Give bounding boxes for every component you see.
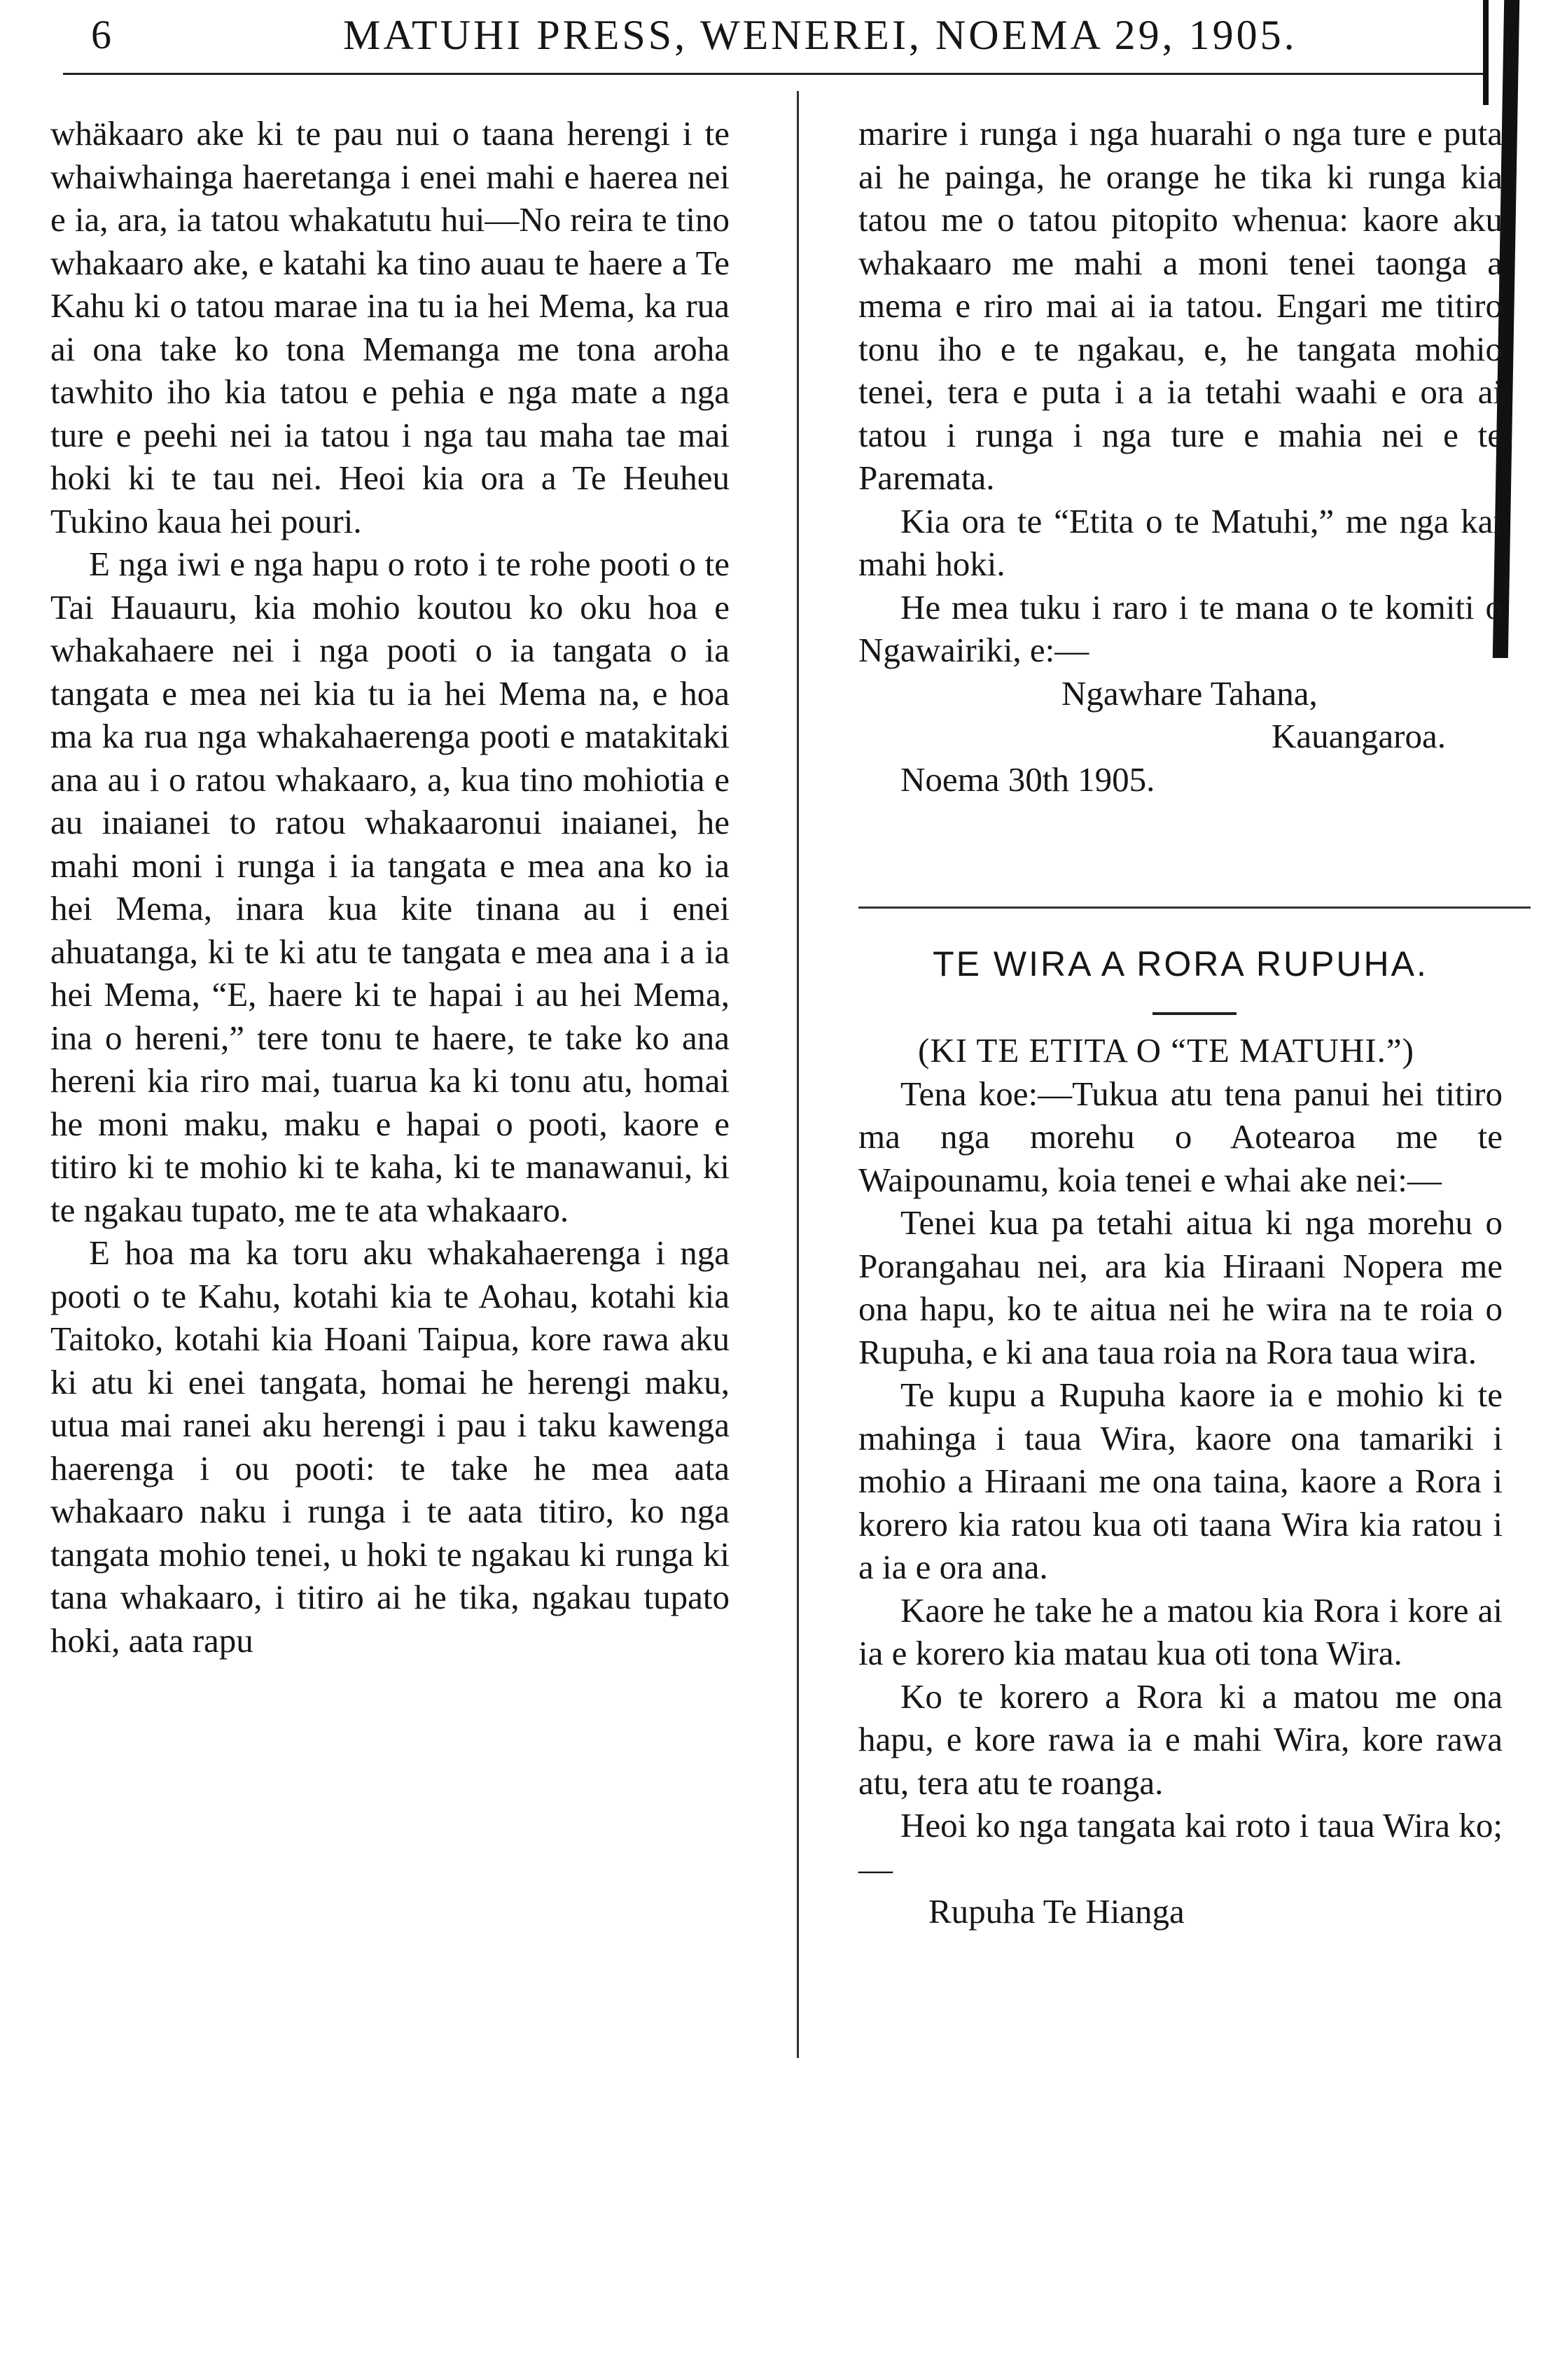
page-number: 6 [91, 12, 112, 57]
left-paragraph-1: whäkaaro ake ki te pau nui o taana herengi i te whaiwhainga haeretanga i enei mahi e haerea nei e ia, ara, ia tatou whakatutu hui—No reira te tino whakaaro ake, e katahi ka tino auau te haere a Te Kahu ki o tatou marae ina tu ia hei Mema, ka rua ai ona take ko tona Memanga me tona aroha tawhito iho kia tatou e pehia e nga mate a nga ture e peehi nei ia tatou i nga tau maha tae mai hoki ki te tau nei. Heoi kia ora a Te Heuheu Tukino kaua hei pouri. [50, 114, 730, 540]
article-subhead: (KI TE ETITA O “TE MATUHI.”) [918, 1031, 1414, 1070]
article-title: TE WIRA A RORA RUPUHA. [933, 944, 1428, 983]
article-body [858, 1029, 1503, 1933]
article-paragraph-1: Tena koe:—Tukua atu tena panui hei titiro ma nga morehu o Aotearoa me te Waipounamu, koia tenei e whai ake nei:— [858, 1074, 1503, 1199]
page-edge-shadow-top [1483, 0, 1489, 105]
header-rule [63, 73, 1484, 75]
running-head [0, 11, 1560, 67]
signature-place: Kauangaroa. [1272, 717, 1446, 755]
left-paragraph-3: E hoa ma ka toru aku whakahaerenga i nga pooti o te Kahu, kotahi kia te Aohau, kotahi kia Taitoko, kotahi kia Hoani Taipua, kore rawa aku ki atu ki enei tangata, homai he herengi maku, utua mai ranei aku herengi i pau i taku kawenga haerenga i ou pooti: te take he mea aata whakaaro naku i runga i te aata titiro, ko nga tangata mohio tenei, u hoki te ngakau ki runga ki tana whakaaro, i titiro ai he tika, ngakau tupato hoki, aata rapu [50, 1233, 730, 1660]
right-column-letter [858, 112, 1503, 801]
article-paragraph-5: Ko te korero a Rora ki a matou me ona hapu, e kore rawa ia e mahi Wira, kore rawa atu, tera atu te roanga. [858, 1676, 1503, 1802]
right-paragraph-1: marire i runga i nga huarahi o nga ture e puta ai he painga, he orange he tika ki runga kia tatou me o tatou pitopito whenua: kaore aku whakaaro me mahi a moni tenei taonga a mema e riro mai ai ia tatou. Engari me titiro tonu iho e te ngakau, e, he tangata mohio tenei, tera e puta i a ia tetahi waahi e ora ai tatou i runga i nga ture e mahia nei e te Paremata. [858, 114, 1503, 497]
right-paragraph-2: Kia ora te “Etita o te Matuhi,” me nga kai mahi hoki. [858, 501, 1503, 583]
letter-date: Noema 30th 1905. [900, 760, 1155, 799]
article-paragraph-2: Tenei kua pa tetahi aitua ki nga morehu o Porangahau nei, ara kia Hiraani Nopera me ona hapu, ko te aitua nei he wira na te roia o Rupuha, e ki ana taua roia na Rora taua wira. [858, 1203, 1503, 1371]
left-column [50, 112, 730, 1662]
article-paragraph-6: Heoi ko nga tangata kai roto i taua Wira ko;— [858, 1806, 1503, 1888]
title-underline [1152, 1012, 1237, 1015]
article-paragraph-4: Kaore he take he a matou kia Rora i kore ai ia e korero kia matau kua oti tona Wira. [858, 1590, 1503, 1672]
column-divider [797, 91, 799, 2058]
right-paragraph-3: He mea tuku i raro i te mana o te komiti o Ngawairiki, e:— [858, 587, 1503, 669]
section-divider-rule [858, 906, 1531, 909]
masthead: MATUHI PRESS, WENEREI, NOEMA 29, 1905. [343, 12, 1297, 58]
left-paragraph-2: E nga iwi e nga hapu o roto i te rohe pooti o te Tai Hauauru, kia mohio koutou ko oku hoa e whakahaere nei i nga pooti o ia tangata o ia tangata e mea nei kia tu ia hei Mema na, e hoa ma ka rua nga whakahaerenga pooti e matakitaki ana au i o ratou whakaaro, a, kua tino mohiotia e au inaianei to ratou whakaaronui inaianei, he mahi moni i runga i ia tangata e mea ana ko ia hei Mema, inara kua kite tinana au i enei ahuatanga, ki te ki atu te tangata e mea ana i a ia hei Mema, “E, haere ki te hapai i au hei Mema, ina o hereni,” tere tonu te haere, te take ko ana hereni kia riro mai, tuarua ka ki tonu atu, homai he moni maku, maku e hapai o pooti, kaore e titiro ki te mohio ki te kaha, ki te manawanui, ki te ngakau tupato, me te ata whakaaro. [50, 545, 730, 1229]
signature-name: Ngawhare Tahana, [1061, 673, 1318, 713]
article-paragraph-3: Te kupu a Rupuha kaore ia e mohio ki te mahinga i taua Wira, kaore ona tamariki i mohio a Hiraani me ona taina, kaore a Rora i korero kia ratou kua oti taana Wira kia ratou i a ia e ora ana. [858, 1376, 1503, 1586]
article-closing-name: Rupuha Te Hianga [928, 1892, 1185, 1931]
